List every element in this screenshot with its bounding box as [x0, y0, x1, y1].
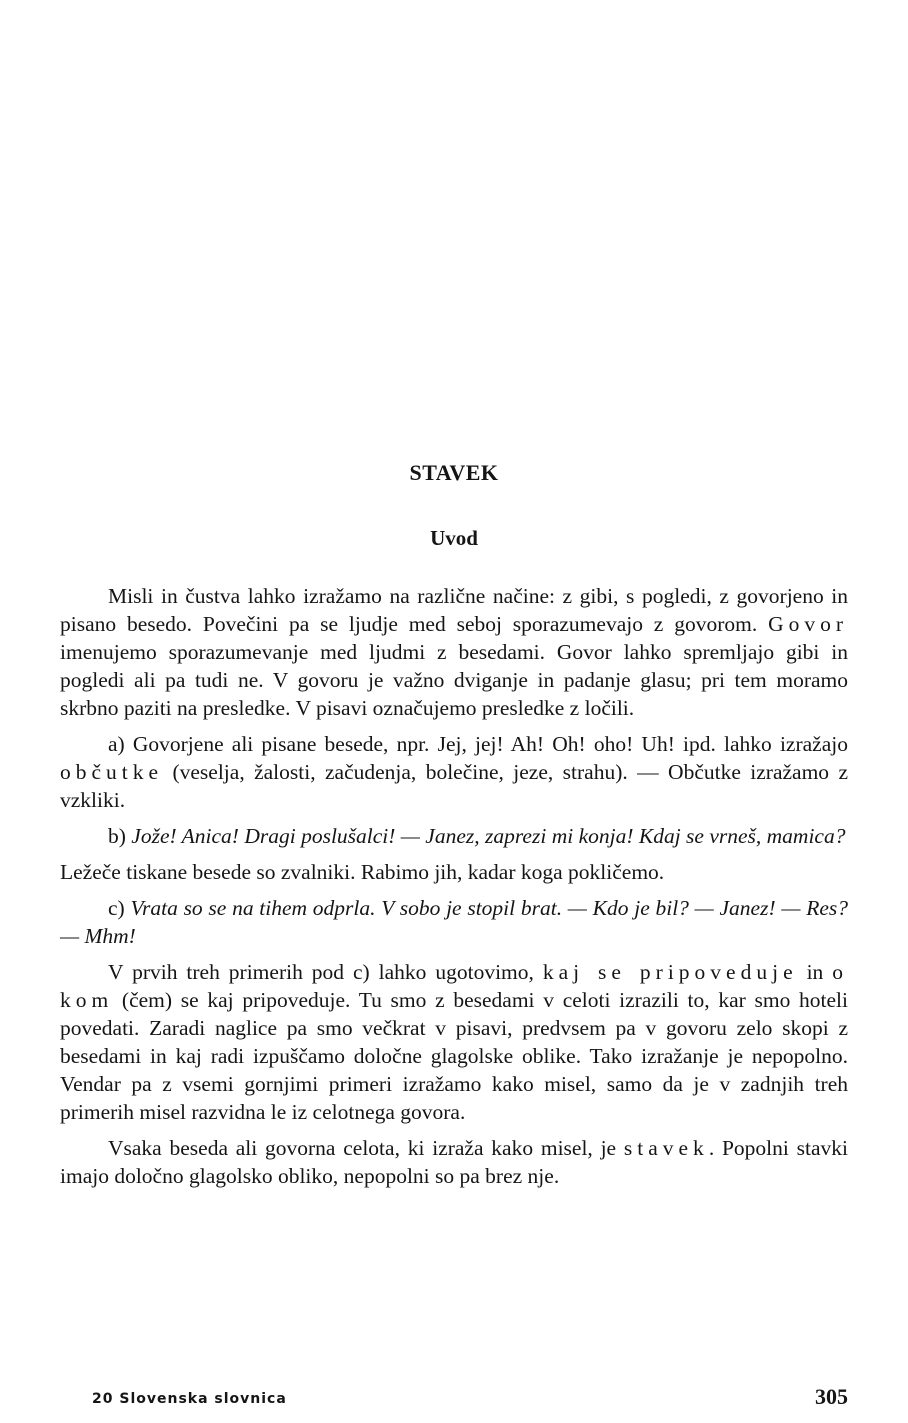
paragraph-text: Misli in čustva lahko izražamo na različne načine: z gibi, s pogledi, z govorjeno in pisano besedo. Povečini pa se ljudje med seboj sporazumevajo z govorom. [60, 584, 848, 636]
paragraph-example-b [60, 822, 848, 850]
spaced-term: kaj se pripoveduje [542, 960, 798, 984]
paragraph-definition [60, 1134, 848, 1190]
paragraph-text: . Popolni stavki imajo določno glagolsko obliko, nepopolni so pa brez nje. [60, 1136, 848, 1188]
spaced-term: stavek [623, 1136, 709, 1160]
document-page [60, 0, 848, 1423]
paragraph-text: V prvih treh primerih pod c) lahko ugotovimo, [108, 960, 543, 984]
paragraph-text: a) Govorjene ali pisane besede, npr. Jej, jej! Ah! Oh! oho! Uh! ipd. lahko izražajo [108, 732, 848, 756]
paragraph-text: Vsaka beseda ali govorna celota, ki izraža kako misel, je [108, 1136, 624, 1160]
paragraph-text: imenujemo sporazumevanje med ljudmi z besedami. Govor lahko spremljajo gibi in pogledi ali pa tudi ne. V govoru je važno dviganje in padanje glasu; pri tem moramo skrbno paziti na presledke. V pisavi označujemo presledke z ločili. [60, 640, 848, 720]
paragraph-text: (veselja, žalosti, začudenja, bolečine, jeze, strahu). — Občutke izražamo z vzkliki. [60, 760, 848, 812]
italic-example: Jože! Anica! Dragi poslušalci! — Janez, zaprezi mi konja! Kdaj se vrneš, mamica? [131, 824, 846, 848]
spaced-term: o kom [60, 960, 848, 1012]
paragraph-text: (čem) se kaj pripoveduje. Tu smo z besedami v celoti izrazili to, kar smo hoteli povedati. Zaradi naglice pa smo večkrat v pisavi, predvsem pa v govoru zelo skopi z besedami in kaj radi izpuščamo določne glagolske oblike. Tako izražanje je nepopolno. Vendar pa z vsemi gornjimi primeri izražamo kako misel, samo da je v zadnjih treh primerih misel razvidna le iz celotnega govora. [60, 988, 848, 1124]
section-title: Uvod [430, 526, 478, 550]
paragraph-text: b) [108, 824, 132, 848]
paragraph-text: in [797, 960, 833, 984]
paragraph-vocatives: Ležeče tiskane besede so zvalniki. Rabimo jih, kadar koga pokličemo. [60, 860, 665, 884]
paragraph-analysis [60, 958, 848, 1126]
italic-example: Vrata so se na tihem odprla. V sobo je stopil brat. — Kdo je bil? — Janez! — Res? — Mhm! [60, 896, 849, 948]
paragraph-text: c) [108, 896, 131, 920]
spaced-term: občutke [60, 760, 164, 784]
printer-signature: 20 Slovenska slovnica [92, 1391, 287, 1407]
paragraph-example-a [60, 730, 848, 814]
page-title: STAVEK [409, 460, 499, 485]
body-text [60, 582, 848, 1190]
spaced-term: Govor [768, 612, 848, 636]
page-number: 305 [815, 1384, 848, 1409]
paragraph-example-c [60, 894, 848, 950]
paragraph-intro [60, 582, 848, 722]
page-footer [60, 1384, 848, 1414]
